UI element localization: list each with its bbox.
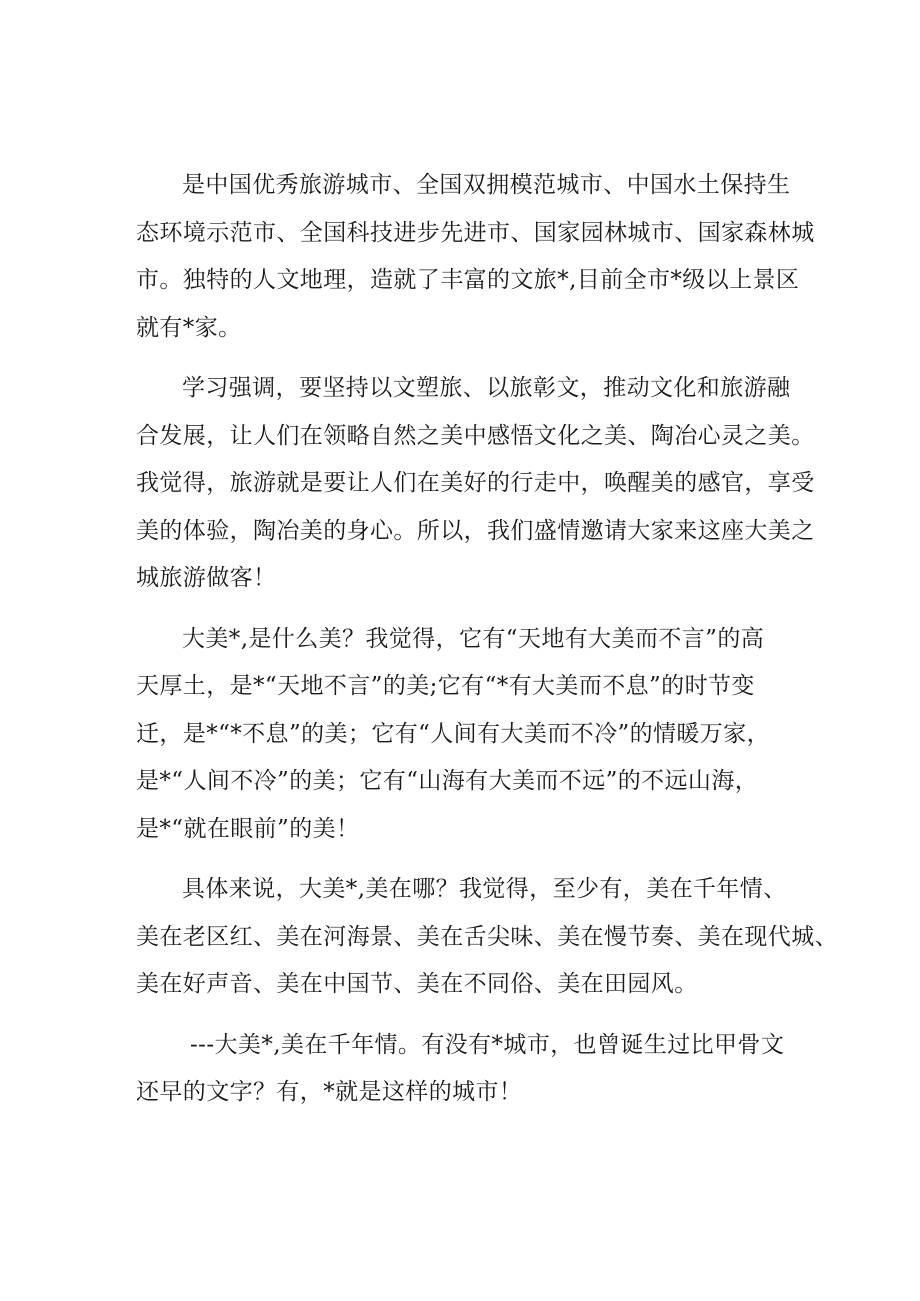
text-line: 是中国优秀旅游城市、全国双拥模范城市、中国水土保持生 <box>182 172 791 198</box>
text-line: 市。独特的人文地理，造就了丰富的文旅*,目前全市*级以上景区 <box>136 267 800 293</box>
text-line: 美在好声音、美在中国节、美在不同俗、美在田园风。 <box>136 971 698 997</box>
document-body <box>136 162 838 1130</box>
text-line: 大美*,是什么美？我觉得，它有“天地有大美而不言”的高 <box>182 625 765 652</box>
text-line: 具体来说，大美*,美在哪？我觉得，至少有，美在千年情、 <box>182 876 787 902</box>
text-line: 城旅游做客！ <box>136 565 277 591</box>
text-line: ---大美*,美在千年情。有没有*城市，也曾诞生过比甲骨文 <box>190 1031 785 1058</box>
paragraph-city-honors <box>136 162 815 352</box>
paragraph-what-beauty <box>136 616 796 854</box>
text-line: 合发展，让人们在领略自然之美中感悟文化之美、陶冶心灵之美。 <box>136 422 815 449</box>
text-line: 美的体验，陶冶美的身心。所以，我们盛情邀请大家来这座大美之 <box>136 517 815 544</box>
text-line: 就有*家。 <box>136 314 242 341</box>
text-line: 天厚土，是*“天地不言”的美;它有“*有大美而不息”的时节变 <box>136 673 755 699</box>
text-line: 迁，是*“*不息”的美；它有“人间有大美而不冷”的情暖万家， <box>136 720 771 747</box>
text-line: 还早的文字？有，*就是这样的城市！ <box>136 1079 523 1105</box>
paragraph-culture-tourism <box>136 365 815 603</box>
paragraph-where-beauty <box>136 866 838 1009</box>
text-line: 学习强调，要坚持以文塑旅、以旅彰文，推动文化和旅游融 <box>182 375 791 401</box>
text-line: 美在老区红、美在河海景、美在舌尖味、美在慢节奏、美在现代城、 <box>136 923 838 950</box>
text-line: 是*“人间不冷”的美；它有“山海有大美而不远”的不远山海， <box>136 768 759 794</box>
text-line: 态环境示范市、全国科技进步先进市、国家园林城市、国家森林城 <box>136 219 815 246</box>
text-line: 是*“就在眼前”的美！ <box>136 815 360 842</box>
text-line: 我觉得，旅游就是要让人们在美好的行走中，唤醒美的感官，享受 <box>136 470 815 496</box>
paragraph-millennium-sentiment <box>136 1022 796 1117</box>
